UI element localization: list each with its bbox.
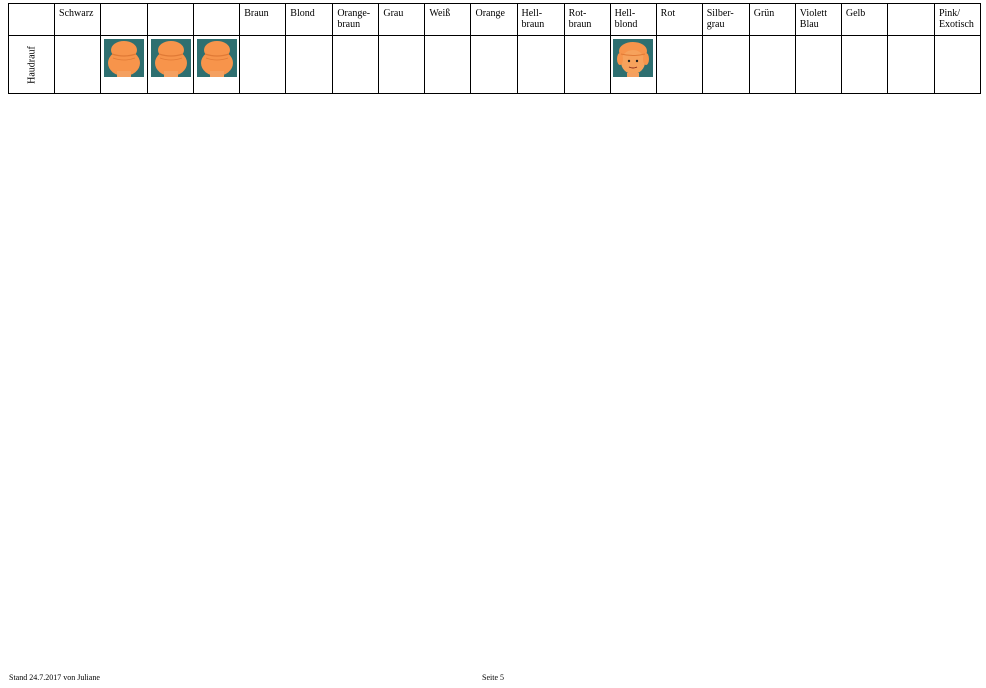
column-header [55, 4, 101, 36]
column-header-label: Hell- [521, 8, 543, 19]
row-label-cell [9, 36, 55, 94]
column-header-label: Grün [753, 8, 775, 19]
column-header-label: Schwarz [59, 8, 94, 19]
column-header-label-line2: Blau [799, 19, 819, 30]
column-header [887, 4, 934, 36]
column-header-label: Pink/ [938, 8, 961, 19]
hair-back-thumbnail [151, 39, 191, 77]
column-header-label: Rot [660, 8, 676, 19]
empty-cell [656, 36, 702, 94]
column-header [610, 4, 656, 36]
footer-page-number: Seite 5 [482, 673, 504, 682]
column-header [841, 4, 887, 36]
column-header [749, 4, 795, 36]
column-header-label: Orange [475, 8, 505, 19]
column-header-label: Gelb [845, 8, 866, 19]
column-header-label: Hell- [614, 8, 636, 19]
hair-back-thumbnail [104, 39, 144, 77]
column-header [9, 4, 55, 36]
column-header-label-line2: braun [568, 19, 592, 30]
row-label: Haudrauf [26, 45, 38, 84]
column-header-label: Rot- [568, 8, 587, 19]
column-header-label-line2: braun [337, 19, 361, 30]
column-header [656, 4, 702, 36]
empty-cell [379, 36, 425, 94]
column-header-label: Grau [383, 8, 404, 19]
column-header [333, 4, 379, 36]
column-header-label-line2: grau [706, 19, 725, 30]
column-header [934, 4, 980, 36]
empty-cell [795, 36, 841, 94]
hair-color-table [8, 3, 981, 94]
empty-cell [934, 36, 980, 94]
column-header-label: Blond [290, 8, 315, 19]
column-header-label: Silber- [706, 8, 734, 19]
empty-cell [333, 36, 379, 94]
empty-cell [564, 36, 610, 94]
empty-cell [887, 36, 934, 94]
column-header [148, 4, 194, 36]
column-header [564, 4, 610, 36]
column-header [194, 4, 240, 36]
header-row [9, 4, 981, 36]
column-header-label: Violett [799, 8, 827, 19]
column-header [379, 4, 425, 36]
column-header [240, 4, 286, 36]
empty-cell [55, 36, 101, 94]
hair-back-thumbnail [197, 39, 237, 77]
column-header-label-line2: braun [521, 19, 545, 30]
empty-cell [240, 36, 286, 94]
column-header-label: Weiß [429, 8, 451, 19]
column-header-label: Braun [244, 8, 269, 19]
column-header-label-line2: blond [614, 19, 638, 30]
column-header [425, 4, 471, 36]
image-cell [101, 36, 148, 94]
empty-cell [471, 36, 517, 94]
column-header [286, 4, 333, 36]
image-cell [610, 36, 656, 94]
column-header [702, 4, 749, 36]
column-header-label-line2: Exotisch [938, 19, 974, 30]
table-row [9, 36, 981, 94]
empty-cell [517, 36, 564, 94]
empty-cell [425, 36, 471, 94]
image-cell [194, 36, 240, 94]
empty-cell [841, 36, 887, 94]
empty-cell [749, 36, 795, 94]
footer-date: Stand 24.7.2017 von Juliane [9, 673, 100, 682]
column-header [101, 4, 148, 36]
hair-front-thumbnail [613, 39, 653, 77]
image-cell [148, 36, 194, 94]
empty-cell [702, 36, 749, 94]
empty-cell [286, 36, 333, 94]
column-header [517, 4, 564, 36]
column-header-label: Orange- [337, 8, 371, 19]
column-header [795, 4, 841, 36]
column-header [471, 4, 517, 36]
